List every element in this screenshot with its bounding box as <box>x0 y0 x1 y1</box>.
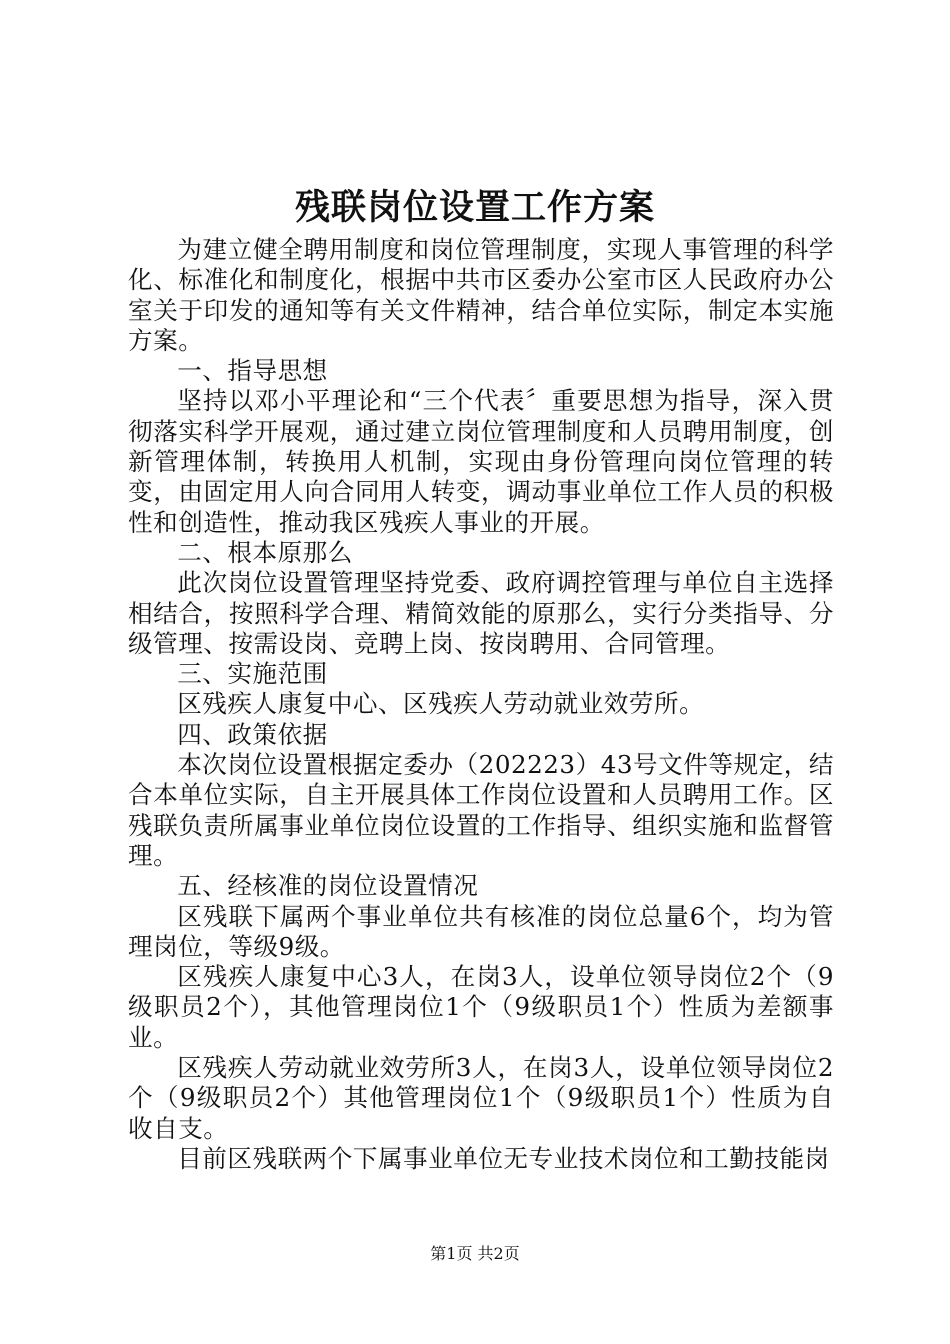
paragraph-current-status: 目前区残联两个下属事业单位无专业技术岗位和工勤技能岗 <box>177 1143 830 1173</box>
paragraph-basic-principles: 此次岗位设置管理坚持党委、政府调控管理与单位自主选择相结合，按照科学合理、精简效能的原那么，实行分类指导、分级管理、按需设岗、竞聘上岗、按岗聘用、合同管理。 <box>128 568 834 658</box>
paragraph-policy-basis: 本次岗位设置根据定委办（202223）43号文件等规定，结合本单位实际，自主开展具体工作岗位设置和人员聘用工作。区残联负责所属事业单位岗位设置的工作指导、组织实施和监督管理。 <box>128 750 834 870</box>
paragraph-guiding-ideology: 坚持以邓小平理论和“三个代表〞重要思想为指导，深入贯彻落实科学开展观，通过建立岗位管理制度和人员聘用制度，创新管理体制，转换用人机制，实现由身份管理向岗位管理的转变，由固定用人向合同用人转变，调动事业单位工作人员的积极性和创造性，推动我区残疾人事业的开展。 <box>128 386 834 537</box>
section-heading-policy-basis: 四、政策依据 <box>177 719 328 749</box>
section-heading-scope: 三、实施范围 <box>177 659 328 689</box>
document-body <box>128 235 834 1174</box>
paragraph-intro: 为建立健全聘用制度和岗位管理制度，实现人事管理的科学化、标准化和制度化，根据中共市区委办公室市区人民政府办公室关于印发的通知等有关文件精神，结合单位实际，制定本实施方案。 <box>128 235 834 355</box>
paragraph-rehab-center: 区残疾人康复中心3人，在岗3人，设单位领导岗位2个（9级职员2个），其他管理岗位1个（9级职员1个）性质为差额事业。 <box>128 962 834 1052</box>
paragraph-approved-posts-total: 区残联下属两个事业单位共有核准的岗位总量6个，均为管理岗位，等级9级。 <box>128 901 834 961</box>
document-title: 残联岗位设置工作方案 <box>294 187 655 228</box>
paragraph-employment-service: 区残疾人劳动就业效劳所3人，在岗3人，设单位领导岗位2个（9级职员2个）其他管理岗位1个（9级职员1个）性质为自收自支。 <box>128 1053 834 1143</box>
section-heading-approved-posts: 五、经核准的岗位设置情况 <box>177 871 479 901</box>
section-heading-guiding-ideology: 一、指导思想 <box>177 356 328 386</box>
page-footer: 第1页 共2页 <box>430 1244 520 1263</box>
section-heading-basic-principles: 二、根本原那么 <box>177 537 353 567</box>
paragraph-scope: 区残疾人康复中心、区残疾人劳动就业效劳所。 <box>177 689 705 719</box>
